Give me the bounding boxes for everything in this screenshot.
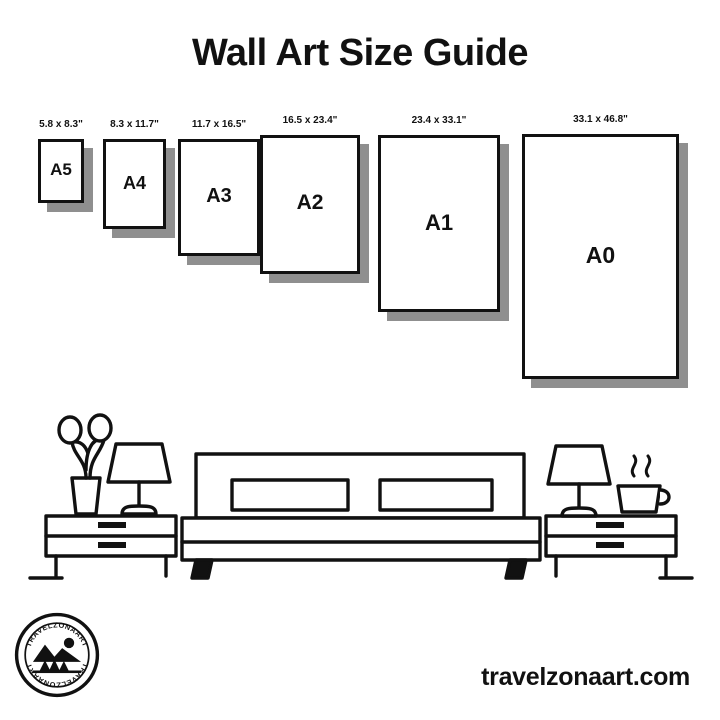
coffee-cup [618, 456, 669, 512]
frame-size-name: A4 [122, 172, 146, 193]
right-table-lamp [548, 446, 610, 516]
frame-size-name: A5 [50, 160, 72, 180]
frame-box-a5[interactable] [38, 139, 84, 203]
left-table-lamp [108, 444, 170, 514]
frame-size-name: A1 [424, 209, 454, 235]
frame-box-a4[interactable] [103, 139, 166, 229]
bed [182, 454, 540, 578]
frame-dimension-label: 23.4 x 33.1" [411, 115, 467, 126]
bedroom-illustration [0, 378, 720, 603]
frame-dimension-label: 5.8 x 8.3" [39, 119, 83, 130]
left-nightstand [46, 516, 176, 576]
frame-dimension-label: 33.1 x 46.8" [573, 114, 628, 125]
right-nightstand [546, 516, 676, 576]
footer-url: travelzonaart.com [481, 663, 690, 691]
frame-dimension-label: 8.3 x 11.7" [110, 119, 159, 130]
frame-dimension-label: 16.5 x 23.4" [282, 115, 338, 126]
brand-logo [14, 612, 100, 698]
frame-size-name: A2 [296, 191, 324, 215]
frame-box-a2[interactable] [260, 135, 360, 274]
frame-dimension-label: 11.7 x 16.5" [191, 119, 247, 130]
svg-text:TRAVELZONAART [24, 620, 90, 648]
frame-box-a0[interactable] [522, 134, 679, 379]
frame-size-name: A3 [206, 185, 232, 208]
logo-arc-text-bottom: TRAVELZONAART [23, 661, 91, 690]
flower-vase [59, 415, 111, 514]
frame-box-a1[interactable] [378, 135, 500, 312]
frame-box-a3[interactable] [178, 139, 260, 256]
logo-arc-text-top: TRAVELZONAART [23, 620, 91, 649]
page-title: Wall Art Size Guide [191, 32, 529, 74]
frame-size-name: A0 [585, 242, 616, 269]
